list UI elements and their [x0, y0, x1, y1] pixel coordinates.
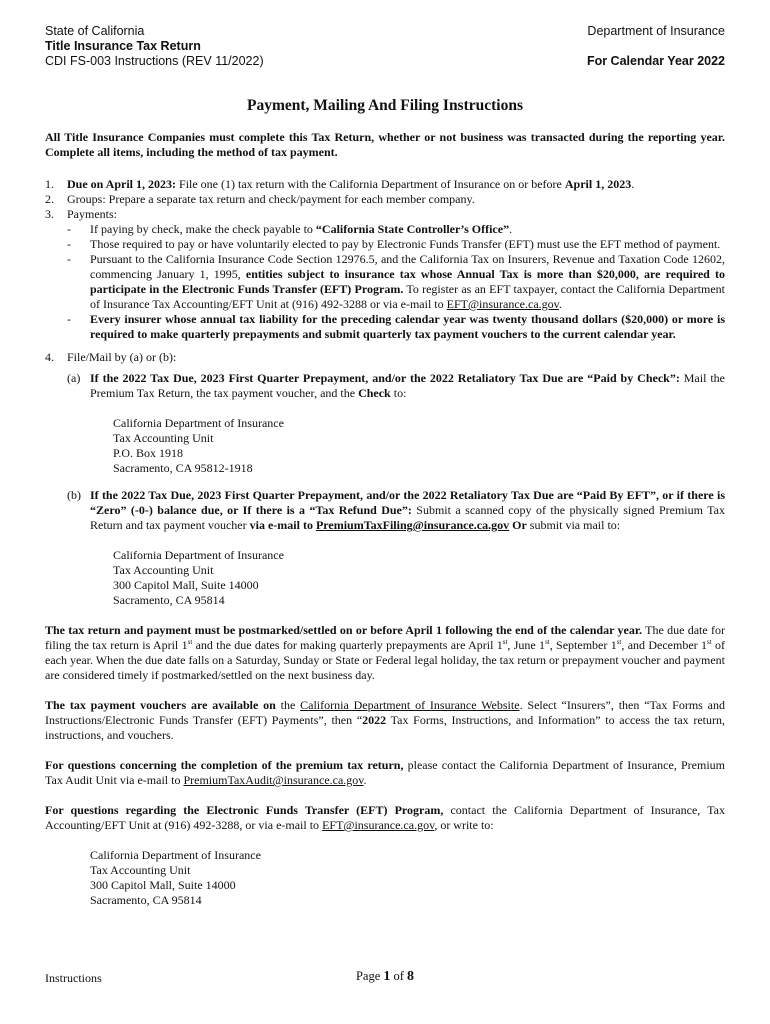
header-left: [45, 24, 264, 69]
address-line: California Department of Insurance: [113, 416, 284, 430]
eft-questions-lead: For questions regarding the Electronic Funds Transfer (EFT) Program,: [45, 803, 444, 817]
payment-bullet-1: [67, 222, 725, 237]
page-number: [0, 969, 770, 985]
intro-paragraph: All Title Insurance Companies must complete this Tax Return, whether or not business was transacted during the reporting year. Complete all items, including the method of tax payment.: [45, 130, 725, 159]
address-line: P.O. Box 1918: [113, 446, 184, 460]
vouchers-text: . Select “Insurers”, then “Tax Forms and Instructions/Electronic Funds Transfer (EFT) Payments”, then “: [45, 698, 726, 727]
register-text: To register as an EFT taxpayer, contact the California Department of Insurance Tax Accounting/EFT Unit at (916) 492-3288 or via e-mail to: [90, 282, 726, 311]
due-date: April 1, 2023: [564, 177, 632, 191]
check-text: If paying by check, make the check payable to: [90, 222, 316, 236]
item-number: 1.: [45, 177, 54, 191]
document-body: [45, 130, 725, 920]
ordinal: st: [616, 638, 622, 646]
check-word: Check: [358, 386, 391, 400]
via-email: via e-mail to: [249, 518, 316, 532]
option-a: [67, 371, 725, 401]
ordinal: st: [187, 638, 193, 646]
address-line: Tax Accounting Unit: [90, 863, 191, 877]
of-word: of: [390, 969, 408, 983]
prepayment-requirement: Every insurer whose annual tax liability for the preceding calendar year was twenty thousand dollars ($20,000) or more is required to make quarterly prepayments and submit quarterly tax payment vouchers to the current calendar year.: [90, 312, 725, 341]
due-text: File one (1) tax return with the California Department of Insurance on or before: [176, 177, 565, 191]
item-number: 2.: [45, 192, 54, 206]
questions-text: please contact the California Department of Insurance, Premium Tax Audit Unit via e-mail to: [45, 758, 726, 787]
vouchers-text: the: [275, 698, 301, 712]
payments-heading: Payments:: [67, 207, 117, 221]
filing-email-link[interactable]: PremiumTaxFiling@insurance.ca.gov: [315, 518, 510, 532]
payment-bullet-4: [67, 312, 725, 342]
calendar-year: For Calendar Year 2022: [586, 54, 725, 68]
check-payee: “California State Controller’s Office”: [315, 222, 510, 236]
file-mail-heading: File/Mail by (a) or (b):: [67, 350, 177, 364]
form-id: CDI FS-003 Instructions (REV 11/2022): [45, 54, 264, 68]
cdi-website-link[interactable]: California Department of Insurance Website: [300, 698, 520, 712]
due-lead: Due on April 1, 2023:: [67, 177, 177, 191]
or-word: Or: [509, 518, 527, 532]
option-label: (b): [67, 488, 81, 502]
list-item-1: [45, 177, 725, 192]
mail-address-a: [113, 416, 725, 476]
option-b: [67, 488, 725, 533]
eft-text: Those required to pay or have voluntarily elected to pay by Electronic Funds Transfer (EFT) must use the EFT method of payment.: [90, 237, 721, 251]
total-pages: 8: [407, 969, 415, 984]
due-text: , September 1: [549, 638, 617, 652]
groups-text: Groups: Prepare a separate tax return and check/payment for each member company.: [67, 192, 475, 206]
payment-bullet-2: [67, 237, 725, 252]
punct: .: [558, 297, 562, 311]
punct: .: [631, 177, 635, 191]
dash: -: [67, 252, 71, 266]
current-page: 1: [383, 969, 391, 984]
eft-email-link[interactable]: EFT@insurance.ca.gov: [446, 297, 559, 311]
list-item-4: [45, 350, 725, 365]
footer-label: Instructions: [45, 971, 102, 985]
address-line: 300 Capitol Mall, Suite 14000: [113, 578, 259, 592]
address-line: 300 Capitol Mall, Suite 14000: [90, 878, 236, 892]
postmark-rule: The tax return and payment must be postmarked/settled on or before April 1 following the end of the calendar year.: [45, 623, 643, 637]
option-b-text: Submit a scanned copy of the physically signed Premium Tax Return and tax payment voucher: [90, 503, 725, 532]
mail-address-c: [90, 848, 725, 908]
due-text: of each year. When the due date falls on a Saturday, Sunday or State or Federal legal holiday, the tax return or prepayment voucher and payment are considered timely if postmarked/settled on the next business day.: [45, 638, 725, 682]
item-number: 4.: [45, 350, 54, 364]
option-b-end: submit via mail to:: [526, 518, 621, 532]
address-line: Tax Accounting Unit: [113, 431, 214, 445]
due-text: and the due dates for making quarterly prepayments are April 1: [192, 638, 503, 652]
mail-address-b: [113, 548, 725, 608]
vouchers-paragraph: [45, 698, 725, 743]
ordinal: st: [502, 638, 508, 646]
punct: .: [509, 222, 513, 236]
header-right: [587, 24, 725, 69]
address-line: Sacramento, CA 95814: [90, 893, 202, 907]
page-word: Page: [355, 969, 384, 983]
questions-lead: For questions concerning the completion of the premium tax return,: [45, 758, 404, 772]
year: 2022: [362, 713, 387, 727]
dash: -: [67, 222, 71, 236]
option-a-text: Mail the Premium Tax Return, the tax payment voucher, and the: [90, 371, 726, 400]
option-a-condition: If the 2022 Tax Due, 2023 First Quarter Prepayment, and/or the 2022 Retaliatory Tax Due are “Paid by Check”:: [90, 371, 680, 385]
dash: -: [67, 312, 71, 326]
due-date-paragraph: [45, 623, 725, 683]
department-name: Department of Insurance: [587, 24, 725, 38]
eft-requirement: entities subject to insurance tax whose Annual Tax is more than $20,000, are required to participate in the Electronic Funds Transfer (EFT) Program.: [90, 267, 725, 296]
due-text: , and December 1: [621, 638, 707, 652]
questions-paragraph-2: [45, 803, 725, 833]
page-title: Payment, Mailing And Filing Instructions: [246, 97, 524, 114]
list-item-2: [45, 192, 725, 207]
item-number: 3.: [45, 207, 54, 221]
address-line: Sacramento, CA 95814: [113, 593, 225, 607]
questions-paragraph-1: [45, 758, 725, 788]
dash: -: [67, 237, 71, 251]
ordinal: st: [706, 638, 712, 646]
list-item-3: [45, 207, 725, 222]
address-line: California Department of Insurance: [113, 548, 284, 562]
address-line: Sacramento, CA 95812-1918: [113, 461, 253, 475]
questions-text: , or write to:: [434, 818, 494, 832]
state-name: State of California: [45, 24, 145, 38]
option-label: (a): [67, 371, 81, 385]
punct: .: [363, 773, 367, 787]
eft-email-link[interactable]: EFT@insurance.ca.gov: [322, 818, 435, 832]
questions-text: contact the California Department of Insurance, Tax Accounting/EFT Unit at (916) 492-3288, or via e-mail to: [45, 803, 725, 832]
address-line: California Department of Insurance: [90, 848, 261, 862]
code-text: Pursuant to the California Insurance Code Section 12976.5, and the California Tax on Insurers, Revenue and Taxation Code 12602, commencing January 1, 1995,: [90, 252, 725, 281]
option-a-end: to:: [390, 386, 407, 400]
ordinal: st: [545, 638, 550, 646]
vouchers-lead: The tax payment vouchers are available on: [45, 698, 276, 712]
due-text: The due date for filing the tax return is April 1: [45, 623, 725, 652]
payment-bullet-3: [67, 252, 725, 312]
option-b-condition: If the 2022 Tax Due, 2023 First Quarter Prepayment, and/or the 2022 Retaliatory Tax Due are “Paid By EFT”, or if there is “Zero” (-0-) balance due, or If there is a “Tax Refund Due”:: [90, 488, 725, 517]
due-text: , June 1: [507, 638, 546, 652]
vouchers-text: Tax Forms, Instructions, and Information” to access the tax return, instructions, and vouchers.: [45, 713, 726, 742]
audit-email-link[interactable]: PremiumTaxAudit@insurance.ca.gov: [183, 773, 364, 787]
address-line: Tax Accounting Unit: [113, 563, 214, 577]
form-title: Title Insurance Tax Return: [45, 39, 201, 53]
